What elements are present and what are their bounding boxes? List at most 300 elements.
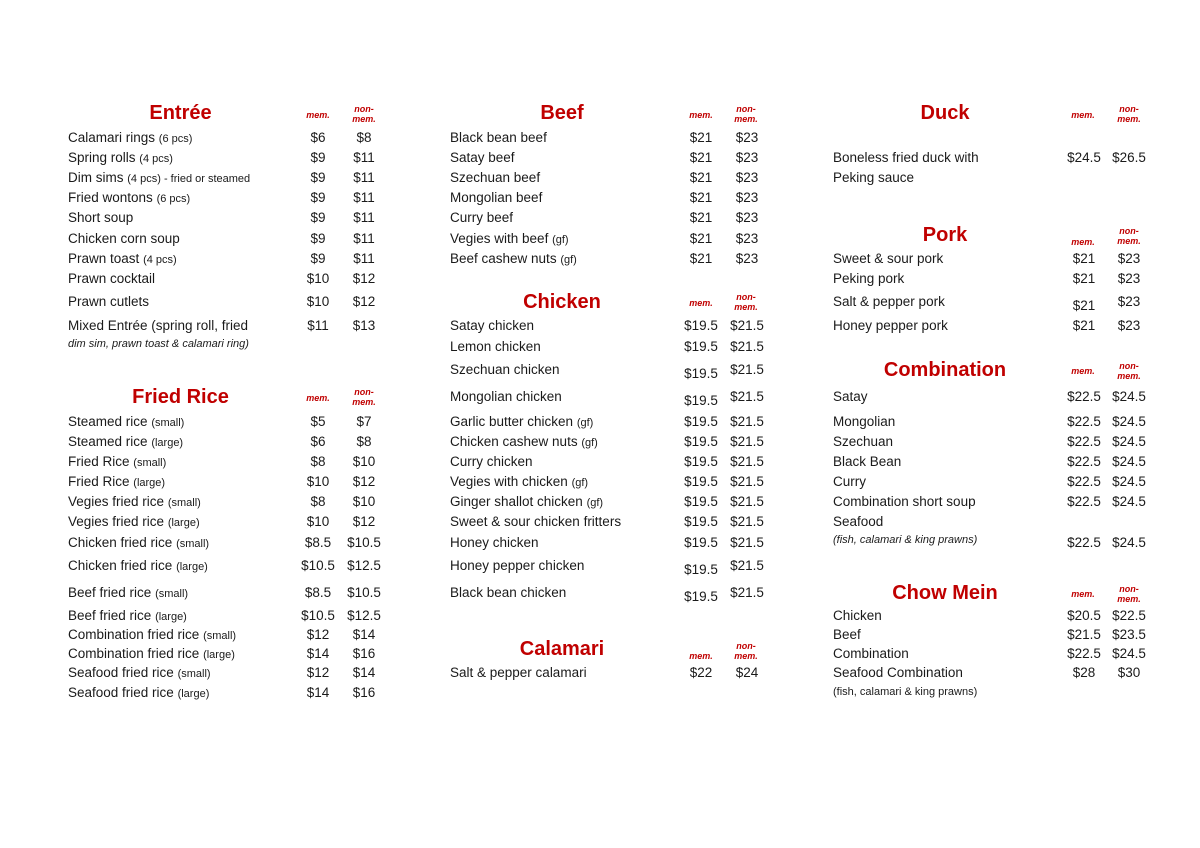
menu-item-name: Combination fried rice (small)	[68, 627, 237, 642]
price-non-mem: $10.5	[347, 535, 381, 550]
price-mem: $19.5	[684, 339, 718, 354]
menu-item	[833, 474, 1193, 494]
menu-item	[68, 685, 428, 705]
price-mem: $10.5	[301, 558, 335, 573]
price-non-mem: $13	[352, 318, 376, 333]
price-mem: $28	[1072, 665, 1096, 680]
menu-item	[450, 514, 810, 534]
menu-item-name: Boneless fried duck with	[833, 150, 979, 165]
menu-item	[68, 665, 428, 685]
price-mem: $20.5	[1067, 608, 1101, 623]
menu-item-name: Szechuan	[833, 434, 894, 449]
price-non-mem: $23	[1117, 251, 1141, 266]
price-non-mem: $21.5	[730, 558, 764, 573]
price-mem: $21	[1072, 298, 1096, 313]
header-mem: mem.	[1071, 589, 1095, 599]
menu-item-note: (4 pcs)	[143, 254, 177, 266]
menu-item	[833, 665, 1193, 685]
header-mem: mem.	[689, 651, 713, 661]
menu-item-name: Chicken corn soup	[68, 231, 180, 246]
header-non-mem: non- mem.	[352, 104, 376, 124]
price-mem: $19.5	[684, 535, 718, 550]
price-mem: $21	[689, 130, 713, 145]
price-non-mem: $21.5	[730, 389, 764, 404]
price-mem: $22.5	[1067, 646, 1101, 661]
menu-item	[68, 494, 428, 514]
menu-item-note: (large)	[167, 517, 200, 529]
price-non-mem: $26.5	[1112, 150, 1146, 165]
price-mem: $5	[310, 414, 326, 429]
price-mem: $21	[689, 190, 713, 205]
menu-item-name: Seafood	[833, 514, 884, 529]
menu-item-name: Combination	[833, 646, 909, 661]
price-mem: $21	[689, 210, 713, 225]
price-mem: $19.5	[684, 393, 718, 408]
menu-item	[68, 251, 428, 271]
menu-item-name: Honey pepper chicken	[450, 558, 585, 573]
menu-item-name: Black bean chicken	[450, 585, 567, 600]
menu-item-name: Fried Rice (small)	[68, 454, 167, 469]
price-non-mem: $11	[353, 231, 375, 246]
menu-item	[68, 231, 428, 251]
menu-item-name: Lemon chicken	[450, 339, 541, 354]
price-mem: $10	[306, 514, 330, 529]
price-non-mem: $23	[735, 130, 759, 145]
price-non-mem: $14	[352, 665, 376, 680]
menu-item	[833, 434, 1193, 454]
menu-item	[833, 646, 1193, 666]
price-non-mem: $12	[352, 271, 376, 286]
menu-item-note: (small)	[133, 457, 167, 469]
menu-item	[68, 608, 428, 628]
menu-item-name: Steamed rice (small)	[68, 414, 185, 429]
price-non-mem: $12	[352, 294, 376, 309]
price-mem: $22.5	[1067, 535, 1101, 550]
price-non-mem: $12	[352, 474, 376, 489]
section-title-duck: Duck	[920, 102, 970, 124]
menu-item	[68, 130, 428, 150]
menu-item	[450, 474, 810, 494]
section-title-pork: Pork	[922, 224, 968, 246]
menu-item-name: Seafood fried rice (large)	[68, 685, 210, 700]
price-mem: $21	[689, 150, 713, 165]
section-title-chicken: Chicken	[523, 291, 601, 313]
price-non-mem: $23.5	[1112, 627, 1146, 642]
menu-item-note: (small)	[155, 588, 189, 600]
menu-item	[68, 210, 428, 230]
menu-item-name: Chicken cashew nuts (gf)	[450, 434, 598, 449]
price-mem: $9	[310, 190, 326, 205]
menu-item-name: Spring rolls (4 pcs)	[68, 150, 173, 165]
menu-item	[450, 318, 810, 338]
chow-mein-subnote: (fish, calamari & king prawns)	[833, 686, 978, 698]
menu-item	[833, 514, 1193, 534]
menu-item-name: Beef cashew nuts (gf)	[450, 251, 577, 266]
menu-item-name: Satay chicken	[450, 318, 535, 333]
price-mem: $8.5	[304, 535, 332, 550]
menu-item-note: (gf)	[571, 477, 589, 489]
menu-item-name: Mongolian	[833, 414, 896, 429]
price-non-mem: $23	[735, 170, 759, 185]
price-non-mem: $11	[353, 251, 375, 266]
price-non-mem: $16	[352, 685, 376, 700]
menu-item-name: Mixed Entrée (spring roll, fried	[68, 318, 249, 333]
menu-item	[833, 271, 1193, 291]
price-mem: $9	[310, 231, 326, 246]
menu-item-name: Satay	[833, 389, 868, 404]
price-non-mem: $24.5	[1112, 646, 1146, 661]
menu-item	[68, 535, 428, 555]
price-mem: $22.5	[1067, 434, 1101, 449]
menu-item-name: Curry	[833, 474, 866, 489]
menu-item-name: Mongolian chicken	[450, 389, 562, 404]
price-non-mem: $21.5	[730, 339, 764, 354]
price-non-mem: $11	[353, 150, 375, 165]
menu-item-name: Black Bean	[833, 454, 902, 469]
price-non-mem: $23	[735, 190, 759, 205]
price-mem: $12	[306, 665, 330, 680]
header-non-mem: non- mem.	[1117, 104, 1141, 124]
price-non-mem: $24.5	[1112, 454, 1146, 469]
menu-item	[68, 170, 428, 190]
price-mem: $19.5	[684, 366, 718, 381]
menu-item-note: (4 pcs)	[139, 153, 173, 165]
price-non-mem: $16	[352, 646, 376, 661]
header-non-mem: non- mem.	[734, 641, 758, 661]
menu-item	[833, 414, 1193, 434]
price-mem: $19.5	[684, 589, 718, 604]
menu-item	[68, 627, 428, 647]
menu-item-note: (large)	[203, 649, 235, 661]
price-mem: $19.5	[684, 454, 718, 469]
price-non-mem: $21.5	[730, 514, 764, 529]
menu-item	[450, 585, 810, 605]
entree-subnote: dim sim, prawn toast & calamari ring)	[68, 338, 249, 350]
menu-item	[450, 665, 810, 685]
price-non-mem: $23	[1117, 318, 1141, 333]
menu-item	[68, 190, 428, 210]
menu-item-name: Chicken	[833, 608, 882, 623]
menu-item	[450, 535, 810, 555]
menu-item	[68, 474, 428, 494]
menu-item-name: Garlic butter chicken (gf)	[450, 414, 594, 429]
section-title-chow-mein: Chow Mein	[892, 582, 998, 604]
price-mem: $19.5	[684, 414, 718, 429]
price-mem: $19.5	[684, 562, 718, 577]
price-mem: $9	[310, 251, 326, 266]
menu-item	[450, 251, 810, 271]
header-non-mem: non- mem.	[352, 387, 376, 407]
price-mem: $21	[689, 231, 713, 246]
menu-item-note: (6 pcs)	[158, 133, 193, 145]
menu-item	[68, 318, 428, 338]
menu-item	[68, 646, 428, 666]
menu-item-name: Vegies with beef (gf)	[450, 231, 569, 246]
menu-item	[450, 494, 810, 514]
menu-item-name: Beef	[833, 627, 861, 642]
price-non-mem: $12	[352, 514, 376, 529]
price-non-mem: $24.5	[1112, 474, 1146, 489]
price-non-mem: $7	[356, 414, 372, 429]
section-title-entree: Entrée	[149, 102, 212, 124]
menu-item-name: Short soup	[68, 210, 134, 225]
menu-item	[833, 251, 1193, 271]
price-mem: $22.5	[1067, 494, 1101, 509]
price-non-mem: $11	[353, 210, 375, 225]
menu-item-note: (gf)	[586, 497, 604, 509]
header-mem: mem.	[1071, 366, 1095, 376]
price-non-mem: $12.5	[347, 558, 381, 573]
menu-item-name: Chicken fried rice (small)	[68, 535, 210, 550]
menu-item-name: Combination short soup	[833, 494, 976, 509]
price-mem: $8	[310, 494, 326, 509]
menu-item-name: Prawn cutlets	[68, 294, 150, 309]
price-mem: $21	[1072, 271, 1096, 286]
price-mem: $21	[689, 251, 713, 266]
price-mem: $19.5	[684, 434, 718, 449]
price-mem: $14	[306, 646, 330, 661]
menu-item	[450, 558, 810, 578]
menu-item	[68, 294, 428, 314]
price-mem: $24.5	[1067, 150, 1101, 165]
price-mem: $8.5	[304, 585, 332, 600]
price-mem: $9	[310, 210, 326, 225]
price-non-mem: $8	[356, 130, 372, 145]
price-mem: $21	[1072, 318, 1096, 333]
menu-item-name: Satay beef	[450, 150, 515, 165]
header-non-mem: non- mem.	[734, 292, 758, 312]
menu-item-name: Beef fried rice (large)	[68, 608, 187, 623]
menu-item-note: (small)	[176, 538, 210, 550]
price-mem: $6	[310, 130, 326, 145]
menu-item-name: Vegies fried rice (large)	[68, 514, 200, 529]
price-non-mem: $24.5	[1112, 494, 1146, 509]
price-mem: $12	[306, 627, 330, 642]
price-mem: $11	[307, 318, 329, 333]
price-mem: $10	[306, 271, 330, 286]
section-title-calamari: Calamari	[519, 638, 605, 660]
menu-item	[833, 389, 1193, 409]
menu-item-name: Steamed rice (large)	[68, 434, 184, 449]
combination-subnote: (fish, calamari & king prawns)	[833, 534, 978, 546]
menu-item	[450, 339, 810, 359]
menu-item	[450, 150, 810, 170]
menu-item	[68, 558, 428, 578]
price-non-mem: $11	[353, 170, 375, 185]
menu-item-name: Calamari rings (6 pcs)	[68, 130, 193, 145]
price-mem: $10.5	[301, 608, 335, 623]
menu-item	[833, 454, 1193, 474]
header-mem: mem.	[689, 298, 713, 308]
section-title-combination: Combination	[883, 359, 1007, 381]
menu-item-name: Vegies fried rice (small)	[68, 494, 201, 509]
menu-item	[833, 494, 1193, 514]
header-mem: mem.	[306, 393, 330, 403]
price-mem: $19.5	[684, 514, 718, 529]
menu-item-name: Vegies with chicken (gf)	[450, 474, 589, 489]
header-non-mem: non- mem.	[734, 104, 758, 124]
menu-item-name: Mongolian beef	[450, 190, 543, 205]
price-non-mem: $21.5	[730, 494, 764, 509]
price-mem: $21	[689, 170, 713, 185]
price-non-mem: $21.5	[730, 318, 764, 333]
menu-item-name: Seafood fried rice (small)	[68, 665, 211, 680]
menu-item-name: Salt & pepper calamari	[450, 665, 587, 680]
menu-item-note: (4 pcs) - fried or steamed	[127, 173, 251, 185]
price-non-mem: $23	[735, 210, 759, 225]
price-non-mem: $10	[352, 454, 376, 469]
menu-item	[68, 434, 428, 454]
menu-item	[450, 130, 810, 150]
header-mem: mem.	[689, 110, 713, 120]
price-non-mem: $11	[353, 190, 375, 205]
price-non-mem: $30	[1117, 665, 1141, 680]
menu-item	[450, 434, 810, 454]
menu-item-name: Beef fried rice (small)	[68, 585, 189, 600]
menu-item-name: Salt & pepper pork	[833, 294, 945, 309]
menu-item-note: (large)	[151, 437, 184, 449]
price-non-mem: $21.5	[730, 454, 764, 469]
menu-item-name: Peking pork	[833, 271, 905, 286]
menu-item	[68, 454, 428, 474]
menu-item-name: Sweet & sour chicken fritters	[450, 514, 622, 529]
menu-item-name: Szechuan chicken	[450, 362, 560, 377]
menu-item-name: Peking sauce	[833, 170, 915, 185]
price-mem: $19.5	[684, 474, 718, 489]
menu-item-note: (gf)	[576, 417, 594, 429]
price-non-mem: $21.5	[730, 535, 764, 550]
menu-item	[833, 170, 1193, 190]
menu-item	[833, 608, 1193, 628]
price-non-mem: $21.5	[730, 434, 764, 449]
menu-item	[450, 190, 810, 210]
price-mem: $22	[689, 665, 713, 680]
price-mem: $19.5	[684, 494, 718, 509]
menu-item	[450, 170, 810, 190]
price-non-mem: $23	[735, 231, 759, 246]
price-non-mem: $21.5	[730, 414, 764, 429]
menu-item	[450, 414, 810, 434]
price-mem: $10	[306, 294, 330, 309]
price-non-mem: $24.5	[1112, 414, 1146, 429]
menu-item-note: (small)	[151, 417, 185, 429]
menu-item-name: Honey pepper pork	[833, 318, 948, 333]
price-mem: $9	[310, 170, 326, 185]
header-mem: mem.	[1071, 237, 1095, 247]
price-non-mem: $23	[1117, 294, 1141, 309]
menu-item-note: (large)	[177, 688, 210, 700]
price-non-mem: $21.5	[730, 474, 764, 489]
menu-item-note: (6 pcs)	[156, 193, 191, 205]
price-non-mem: $22.5	[1112, 608, 1146, 623]
menu-item-name: Honey chicken	[450, 535, 539, 550]
menu-item-name: Combination fried rice (large)	[68, 646, 235, 661]
price-non-mem: $10.5	[347, 585, 381, 600]
menu-item	[833, 150, 1193, 170]
menu-item	[450, 454, 810, 474]
header-mem: mem.	[306, 110, 330, 120]
menu-item	[833, 294, 1193, 314]
section-title-beef: Beef	[540, 102, 584, 124]
price-non-mem: $10	[352, 494, 376, 509]
price-mem: $21.5	[1067, 627, 1101, 642]
menu-item	[450, 231, 810, 251]
menu-item-name: Fried wontons (6 pcs)	[68, 190, 191, 205]
price-mem: $19.5	[684, 318, 718, 333]
menu-item-note: (large)	[176, 561, 208, 573]
price-mem: $22.5	[1067, 454, 1101, 469]
menu-item	[833, 627, 1193, 647]
menu-item	[68, 271, 428, 291]
price-mem: $21	[1072, 251, 1096, 266]
price-non-mem: $14	[352, 627, 376, 642]
price-non-mem: $24.5	[1112, 434, 1146, 449]
menu-item	[68, 414, 428, 434]
menu-item-name: Black bean beef	[450, 130, 547, 145]
price-mem: $8	[310, 454, 326, 469]
combination-subnote-prices	[833, 535, 1193, 555]
price-mem: $10	[306, 474, 330, 489]
menu-item-name: Curry chicken	[450, 454, 533, 469]
header-non-mem: non- mem.	[1117, 226, 1141, 246]
menu-item-name: Chicken fried rice (large)	[68, 558, 208, 573]
price-mem: $22.5	[1067, 389, 1101, 404]
price-mem: $6	[310, 434, 326, 449]
menu-item-name: Sweet & sour pork	[833, 251, 944, 266]
menu-item-note: (gf)	[581, 437, 598, 449]
price-non-mem: $21.5	[730, 585, 764, 600]
price-non-mem: $8	[356, 434, 372, 449]
price-mem: $22.5	[1067, 414, 1101, 429]
menu-item	[450, 362, 810, 382]
price-non-mem: $12.5	[347, 608, 381, 623]
menu-item-name: Prawn cocktail	[68, 271, 156, 286]
menu-item-note: (small)	[177, 668, 211, 680]
menu-item	[68, 585, 428, 605]
price-non-mem: $24	[735, 665, 759, 680]
price-mem: $14	[306, 685, 330, 700]
menu-item-note: (small)	[167, 497, 201, 509]
menu-item-note: (large)	[155, 611, 187, 623]
price-non-mem: $21.5	[730, 362, 764, 377]
price-mem: $22.5	[1067, 474, 1101, 489]
menu-item-note: (gf)	[560, 254, 577, 266]
menu-item-name: Seafood Combination	[833, 665, 963, 680]
header-non-mem: non- mem.	[1117, 361, 1141, 381]
header-non-mem: non- mem.	[1117, 584, 1141, 604]
price-mem: $9	[310, 150, 326, 165]
price-non-mem: $23	[735, 251, 759, 266]
menu-item	[68, 150, 428, 170]
header-mem: mem.	[1071, 110, 1095, 120]
menu-item-name: Fried Rice (large)	[68, 474, 166, 489]
menu-item-name: Szechuan beef	[450, 170, 541, 185]
price-non-mem: $23	[1117, 271, 1141, 286]
price-non-mem: $23	[735, 150, 759, 165]
menu-item	[450, 210, 810, 230]
menu-item	[833, 318, 1193, 338]
section-title-fried-rice: Fried Rice	[132, 386, 229, 408]
menu-item-name: Dim sims (4 pcs) - fried or steamed	[68, 170, 251, 185]
menu-item-name: Prawn toast (4 pcs)	[68, 251, 177, 266]
price-non-mem: $24.5	[1112, 389, 1146, 404]
menu-item-name: Curry beef	[450, 210, 514, 225]
menu-item-note: (gf)	[552, 234, 569, 246]
menu-item-note: (large)	[133, 477, 166, 489]
menu-item	[450, 389, 810, 409]
price-non-mem: $24.5	[1112, 535, 1146, 550]
menu-item-name: Ginger shallot chicken (gf)	[450, 494, 604, 509]
